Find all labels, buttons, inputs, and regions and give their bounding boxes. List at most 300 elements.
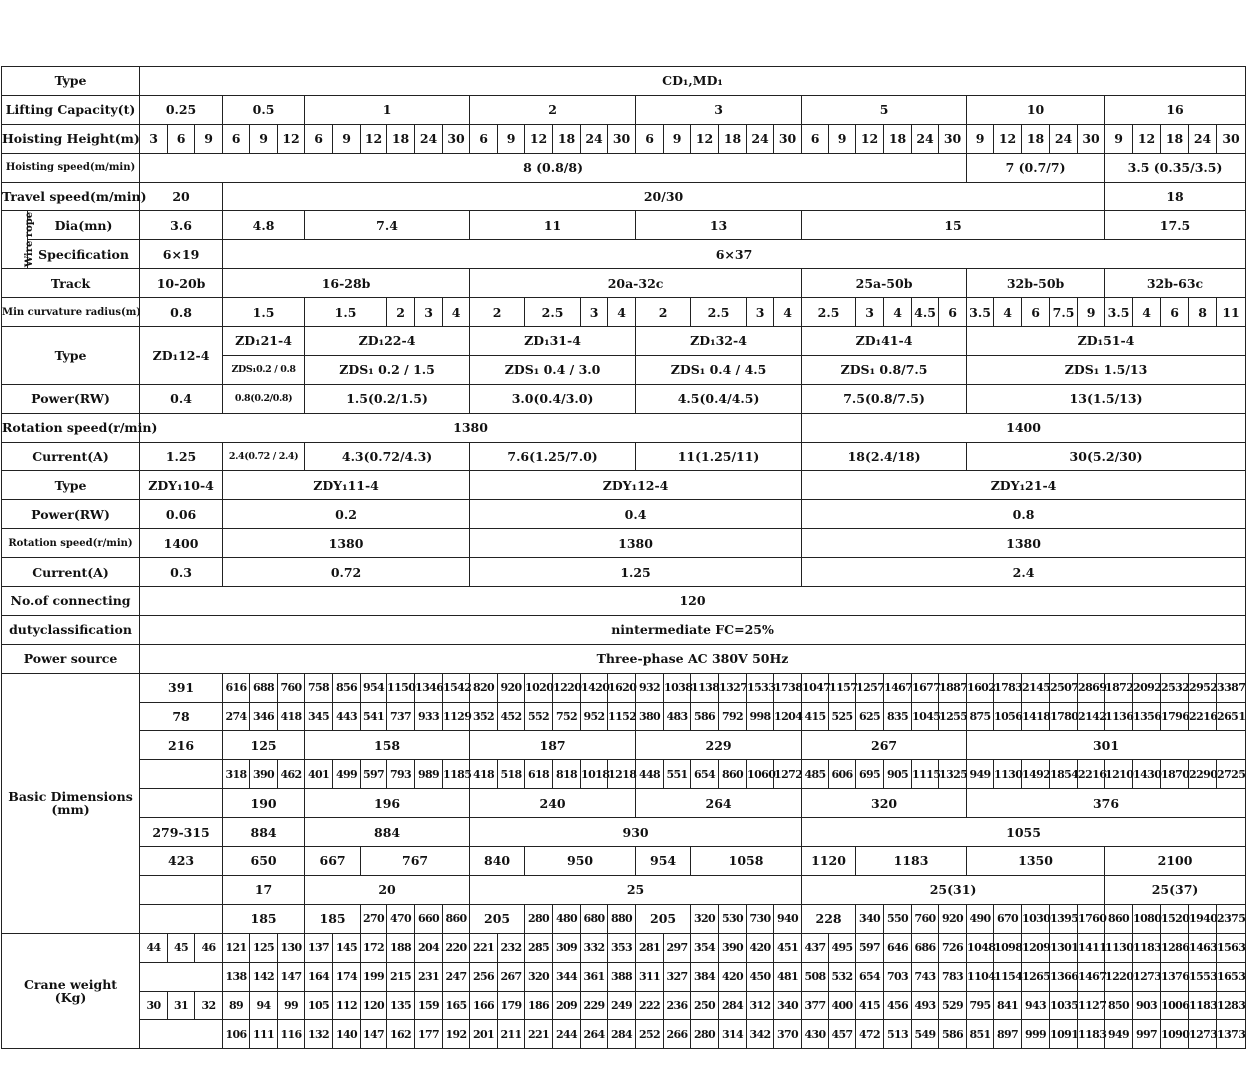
table-cell: 2290 bbox=[1189, 760, 1217, 789]
table-cell: 1400 bbox=[802, 413, 1246, 442]
table-cell: 30 bbox=[140, 991, 168, 1020]
table-cell: 301 bbox=[967, 731, 1246, 760]
table-cell: 767 bbox=[361, 847, 470, 876]
table-cell: No.of connecting bbox=[2, 587, 140, 616]
table-cell: 312 bbox=[747, 991, 774, 1020]
table-cell: 1283 bbox=[1217, 991, 1246, 1020]
table-cell: 0.06 bbox=[140, 500, 223, 529]
table-cell: Three-phase AC 380V 50Hz bbox=[140, 644, 1246, 673]
table-cell: 654 bbox=[691, 760, 719, 789]
table-cell: 130 bbox=[278, 933, 305, 962]
table-cell: 688 bbox=[250, 673, 278, 702]
table-cell: ZDY₁10-4 bbox=[140, 471, 223, 500]
table-cell: 24 bbox=[747, 124, 774, 153]
table-cell: 25 bbox=[470, 875, 802, 904]
table-cell: 30 bbox=[939, 124, 967, 153]
table-cell: 120 bbox=[140, 587, 1246, 616]
table-cell: 4.5(0.4/4.5) bbox=[636, 384, 802, 413]
table-cell: 186 bbox=[525, 991, 553, 1020]
table-cell: 94 bbox=[250, 991, 278, 1020]
table-cell: 7.4 bbox=[305, 211, 470, 240]
table-cell: 943 bbox=[1022, 991, 1050, 1020]
table-cell: 147 bbox=[361, 1020, 387, 1049]
table-cell: 111 bbox=[250, 1020, 278, 1049]
table-cell: 1273 bbox=[1189, 1020, 1217, 1049]
table-cell: 187 bbox=[470, 731, 636, 760]
table-cell: 1463 bbox=[1189, 933, 1217, 962]
table-row bbox=[2, 413, 1246, 442]
table-cell: 1157 bbox=[829, 673, 856, 702]
table-cell: 220 bbox=[443, 933, 470, 962]
table-cell: 1150 bbox=[387, 673, 415, 702]
table-cell: 1467 bbox=[1078, 962, 1105, 991]
table-cell: 0.4 bbox=[470, 500, 802, 529]
table-cell: 949 bbox=[1105, 1020, 1133, 1049]
table-cell: 3 bbox=[140, 124, 168, 153]
table-cell: 20a-32c bbox=[470, 269, 802, 298]
table-cell: 352 bbox=[470, 702, 498, 731]
table-cell: 12 bbox=[691, 124, 719, 153]
table-cell: 1209 bbox=[1022, 933, 1050, 962]
table-cell: 884 bbox=[223, 818, 305, 847]
table-cell: 229 bbox=[581, 991, 608, 1020]
table-cell: 2.5 bbox=[525, 298, 581, 327]
table-cell: 135 bbox=[387, 991, 415, 1020]
table-cell: 1420 bbox=[581, 673, 608, 702]
table-cell: 320 bbox=[691, 904, 719, 933]
table-cell: 9 bbox=[1078, 298, 1105, 327]
table-cell: 280 bbox=[525, 904, 553, 933]
table-cell: 20/30 bbox=[223, 182, 1105, 211]
table-cell: 140 bbox=[333, 1020, 361, 1049]
table-row bbox=[2, 818, 1246, 847]
table-cell: 2507 bbox=[1050, 673, 1078, 702]
table-cell: 145 bbox=[333, 933, 361, 962]
table-cell: Power source bbox=[2, 644, 140, 673]
table-cell: Current(A) bbox=[2, 558, 140, 587]
table-row bbox=[2, 673, 1246, 702]
table-cell: 875 bbox=[967, 702, 994, 731]
table-cell: 472 bbox=[856, 1020, 884, 1049]
table-cell: 997 bbox=[1133, 1020, 1161, 1049]
table-cell: 1356 bbox=[1133, 702, 1161, 731]
table-cell: 12 bbox=[856, 124, 884, 153]
table-cell: 8 (0.8/8) bbox=[140, 153, 967, 182]
table-cell: Lifting Capacity(t) bbox=[2, 95, 140, 124]
table-row bbox=[2, 1020, 1246, 1049]
table-cell: 3 bbox=[636, 95, 802, 124]
table-cell: 541 bbox=[361, 702, 387, 731]
table-row bbox=[2, 211, 1246, 240]
table-cell: 1255 bbox=[939, 702, 967, 731]
table-cell: 499 bbox=[333, 760, 361, 789]
table-cell: 185 bbox=[223, 904, 305, 933]
table-cell: 1380 bbox=[470, 529, 802, 558]
table-cell: ZDS₁ 0.4 / 3.0 bbox=[470, 355, 636, 384]
table-cell: 166 bbox=[470, 991, 498, 1020]
table-row bbox=[2, 644, 1246, 673]
table-cell: 3 bbox=[415, 298, 443, 327]
table-cell: 1 bbox=[305, 95, 470, 124]
table-cell: 311 bbox=[636, 962, 664, 991]
table-cell: 4 bbox=[443, 298, 470, 327]
table-row bbox=[2, 269, 1246, 298]
table-cell: 9 bbox=[1105, 124, 1133, 153]
table-cell: 2725 bbox=[1217, 760, 1246, 789]
table-cell: 1.5 bbox=[223, 298, 305, 327]
table-cell: 586 bbox=[939, 1020, 967, 1049]
table-cell: 1395 bbox=[1050, 904, 1078, 933]
table-cell: 9 bbox=[664, 124, 691, 153]
table-cell: ZDS₁0.2 / 0.8 bbox=[223, 355, 305, 384]
table-cell: 513 bbox=[884, 1020, 912, 1049]
table-cell: 726 bbox=[939, 933, 967, 962]
table-row bbox=[2, 529, 1246, 558]
table-cell: 680 bbox=[581, 904, 608, 933]
table-cell: 353 bbox=[608, 933, 636, 962]
table-cell: 1265 bbox=[1022, 962, 1050, 991]
table-cell: 743 bbox=[912, 962, 939, 991]
table-cell: 758 bbox=[305, 673, 333, 702]
table-cell: 18 bbox=[719, 124, 747, 153]
table-cell: 1854 bbox=[1050, 760, 1078, 789]
table-cell: 9 bbox=[829, 124, 856, 153]
table-cell: 2 bbox=[470, 298, 525, 327]
table-cell: 1098 bbox=[994, 933, 1022, 962]
spec-table bbox=[1, 66, 1246, 1049]
table-cell: 267 bbox=[802, 731, 967, 760]
table-cell: 525 bbox=[829, 702, 856, 731]
table-cell: 2952 bbox=[1189, 673, 1217, 702]
table-cell: 1411 bbox=[1078, 933, 1105, 962]
table-cell: 236 bbox=[664, 991, 691, 1020]
table-cell: 860 bbox=[443, 904, 470, 933]
table-cell: 949 bbox=[967, 760, 994, 789]
table-row bbox=[2, 789, 1246, 818]
table-cell: 3.5 bbox=[1105, 298, 1133, 327]
table-cell: 1045 bbox=[912, 702, 939, 731]
table-cell: 2092 bbox=[1133, 673, 1161, 702]
table-cell: Basic Dimensions (mm) bbox=[2, 673, 140, 933]
table-cell: 12 bbox=[278, 124, 305, 153]
table-cell: Type bbox=[2, 327, 140, 385]
table-cell: 400 bbox=[829, 991, 856, 1020]
table-cell: 0.5 bbox=[223, 95, 305, 124]
table-cell: 7.5(0.8/7.5) bbox=[802, 384, 967, 413]
table-cell: 415 bbox=[856, 991, 884, 1020]
table-cell: 346 bbox=[250, 702, 278, 731]
table-cell: Type bbox=[2, 471, 140, 500]
table-cell: 1080 bbox=[1133, 904, 1161, 933]
table-cell: ZD₁12-4 bbox=[140, 327, 223, 385]
table-cell: 99 bbox=[278, 991, 305, 1020]
table-cell: 15 bbox=[802, 211, 1105, 240]
table-cell: 7 (0.7/7) bbox=[967, 153, 1105, 182]
table-cell: 3 bbox=[856, 298, 884, 327]
table-cell: 667 bbox=[305, 847, 361, 876]
table-cell: 420 bbox=[747, 933, 774, 962]
table-cell: 9 bbox=[195, 124, 223, 153]
table-cell: 2532 bbox=[1161, 673, 1189, 702]
table-cell: ZDS₁ 0.2 / 1.5 bbox=[305, 355, 470, 384]
table-cell: 940 bbox=[774, 904, 802, 933]
table-cell: 179 bbox=[498, 991, 525, 1020]
table-cell: 250 bbox=[691, 991, 719, 1020]
table-cell: 1183 bbox=[1133, 933, 1161, 962]
table-cell: 2651 bbox=[1217, 702, 1246, 731]
table-cell: 550 bbox=[884, 904, 912, 933]
table-row bbox=[2, 95, 1246, 124]
table-cell: 686 bbox=[912, 933, 939, 962]
table-cell: 880 bbox=[608, 904, 636, 933]
table-cell: 31 bbox=[168, 991, 195, 1020]
table-cell: 1301 bbox=[1050, 933, 1078, 962]
table-cell: 4.5 bbox=[912, 298, 939, 327]
table-cell: 12 bbox=[361, 124, 387, 153]
table-cell: 841 bbox=[994, 991, 1022, 1020]
table-cell: 18 bbox=[1022, 124, 1050, 153]
table-cell: 3.5 bbox=[967, 298, 994, 327]
table-cell: Dia(mn) bbox=[28, 211, 140, 240]
table-cell: 670 bbox=[994, 904, 1022, 933]
table-cell: 256 bbox=[470, 962, 498, 991]
table-cell: 354 bbox=[691, 933, 719, 962]
table-cell: 597 bbox=[361, 760, 387, 789]
table-cell: 13(1.5/13) bbox=[967, 384, 1246, 413]
table-cell: 199 bbox=[361, 962, 387, 991]
table-cell: 164 bbox=[305, 962, 333, 991]
table-cell bbox=[2, 211, 36, 269]
table-cell: 17.5 bbox=[1105, 211, 1246, 240]
table-cell: 616 bbox=[223, 673, 250, 702]
table-cell: 586 bbox=[691, 702, 719, 731]
table-cell: 1553 bbox=[1189, 962, 1217, 991]
table-cell: 954 bbox=[636, 847, 691, 876]
table-cell: 1273 bbox=[1133, 962, 1161, 991]
table-cell: 1430 bbox=[1133, 760, 1161, 789]
table-cell: 1210 bbox=[1105, 760, 1133, 789]
table-cell: 606 bbox=[829, 760, 856, 789]
table-cell: 1366 bbox=[1050, 962, 1078, 991]
table-cell: 284 bbox=[719, 991, 747, 1020]
table-cell: 46 bbox=[195, 933, 223, 962]
table-cell: Current(A) bbox=[2, 442, 140, 471]
table-cell: 998 bbox=[747, 702, 774, 731]
table-cell: 1418 bbox=[1022, 702, 1050, 731]
table-cell: 10-20b bbox=[140, 269, 223, 298]
table-cell: 390 bbox=[719, 933, 747, 962]
table-cell: 481 bbox=[774, 962, 802, 991]
table-cell: 9 bbox=[333, 124, 361, 153]
table-cell: 4 bbox=[774, 298, 802, 327]
table-row bbox=[2, 587, 1246, 616]
table-cell: 390 bbox=[250, 760, 278, 789]
table-cell: 1783 bbox=[994, 673, 1022, 702]
table-cell: 11(1.25/11) bbox=[636, 442, 802, 471]
table-cell: 1780 bbox=[1050, 702, 1078, 731]
table-cell: 267 bbox=[498, 962, 525, 991]
table-row bbox=[2, 153, 1246, 182]
table-cell: 16-28b bbox=[223, 269, 470, 298]
table-cell: 192 bbox=[443, 1020, 470, 1049]
table-row bbox=[2, 933, 1246, 962]
table-cell: 1152 bbox=[608, 702, 636, 731]
table-cell: 1130 bbox=[1105, 933, 1133, 962]
table-cell: 78 bbox=[140, 702, 223, 731]
table-cell: 1091 bbox=[1050, 1020, 1078, 1049]
table-cell: 9 bbox=[250, 124, 278, 153]
table-cell: 1520 bbox=[1161, 904, 1189, 933]
table-cell: 1677 bbox=[912, 673, 939, 702]
table-cell: 1796 bbox=[1161, 702, 1189, 731]
table-cell: dutyclassification bbox=[2, 615, 140, 644]
table-cell: 1055 bbox=[802, 818, 1246, 847]
table-cell: 493 bbox=[912, 991, 939, 1020]
table-cell: 89 bbox=[223, 991, 250, 1020]
table-cell: Rotation speed(r/min) bbox=[2, 529, 140, 558]
table-cell: 920 bbox=[939, 904, 967, 933]
table-cell: 1056 bbox=[994, 702, 1022, 731]
table-row bbox=[2, 615, 1246, 644]
table-cell: 125 bbox=[250, 933, 278, 962]
table-cell: 285 bbox=[525, 933, 553, 962]
table-cell: 950 bbox=[525, 847, 636, 876]
table-cell: 240 bbox=[470, 789, 636, 818]
table-cell: 903 bbox=[1133, 991, 1161, 1020]
table-cell: 423 bbox=[140, 847, 223, 876]
table-cell: 1127 bbox=[1078, 991, 1105, 1020]
table-cell: 1129 bbox=[443, 702, 470, 731]
table-cell: 2 bbox=[387, 298, 415, 327]
table-cell: 388 bbox=[608, 962, 636, 991]
table-cell: 443 bbox=[333, 702, 361, 731]
table-cell: 1120 bbox=[802, 847, 856, 876]
table-row bbox=[2, 702, 1246, 731]
table-cell: 221 bbox=[525, 1020, 553, 1049]
table-cell: 1257 bbox=[856, 673, 884, 702]
table-cell: 1563 bbox=[1217, 933, 1246, 962]
table-cell: 2216 bbox=[1078, 760, 1105, 789]
table-cell: 44 bbox=[140, 933, 168, 962]
table-cell: 1620 bbox=[608, 673, 636, 702]
table-cell: 6 bbox=[802, 124, 829, 153]
table-cell: 1492 bbox=[1022, 760, 1050, 789]
table-cell: 420 bbox=[719, 962, 747, 991]
table-cell: 112 bbox=[333, 991, 361, 1020]
table-cell: 483 bbox=[664, 702, 691, 731]
table-cell: ZD₁31-4 bbox=[470, 327, 636, 356]
table-cell: Specification bbox=[28, 240, 140, 269]
table-cell: Hoisting Height(m) bbox=[2, 124, 140, 153]
table-cell: 138 bbox=[223, 962, 250, 991]
table-row bbox=[2, 558, 1246, 587]
table-cell: 0.8(0.2/0.8) bbox=[223, 384, 305, 413]
table-cell: 13 bbox=[636, 211, 802, 240]
table-cell: 222 bbox=[636, 991, 664, 1020]
table-cell: 6 bbox=[939, 298, 967, 327]
table-cell: 856 bbox=[333, 673, 361, 702]
table-cell: 932 bbox=[636, 673, 664, 702]
table-cell: 159 bbox=[415, 991, 443, 1020]
table-cell: 221 bbox=[470, 933, 498, 962]
table-cell: 216 bbox=[140, 731, 223, 760]
table-cell: 12 bbox=[525, 124, 553, 153]
table-cell: 314 bbox=[719, 1020, 747, 1049]
table-cell: 529 bbox=[939, 991, 967, 1020]
table-cell: 340 bbox=[856, 904, 884, 933]
table-cell: 840 bbox=[470, 847, 525, 876]
table-cell: 1104 bbox=[967, 962, 994, 991]
table-cell: 18 bbox=[1161, 124, 1189, 153]
table-cell bbox=[140, 962, 223, 991]
table-cell: ZD₁32-4 bbox=[636, 327, 802, 356]
table-row bbox=[2, 384, 1246, 413]
table-row bbox=[2, 182, 1246, 211]
table-cell: 3387 bbox=[1217, 673, 1246, 702]
table-cell: 20 bbox=[140, 182, 223, 211]
table-cell: 280 bbox=[691, 1020, 719, 1049]
table-cell: 2.4 bbox=[802, 558, 1246, 587]
table-cell: 660 bbox=[415, 904, 443, 933]
table-cell: 270 bbox=[361, 904, 387, 933]
table-cell: 1204 bbox=[774, 702, 802, 731]
table-cell: 1220 bbox=[1105, 962, 1133, 991]
table-cell: 2142 bbox=[1078, 702, 1105, 731]
table-cell: 485 bbox=[802, 760, 829, 789]
table-cell: 201 bbox=[470, 1020, 498, 1049]
table-row bbox=[2, 327, 1246, 356]
table-cell: 18 bbox=[1105, 182, 1246, 211]
table-cell: 730 bbox=[747, 904, 774, 933]
table-cell: 9 bbox=[967, 124, 994, 153]
table-cell: 2869 bbox=[1078, 673, 1105, 702]
table-cell: 3 bbox=[581, 298, 608, 327]
table-cell: 30 bbox=[774, 124, 802, 153]
table-cell: 158 bbox=[305, 731, 470, 760]
table-cell: 597 bbox=[856, 933, 884, 962]
table-cell: 2145 bbox=[1022, 673, 1050, 702]
table-cell: 518 bbox=[498, 760, 525, 789]
table-cell: 188 bbox=[387, 933, 415, 962]
table-cell: 1350 bbox=[967, 847, 1105, 876]
table-cell: ZDS₁ 0.8/7.5 bbox=[802, 355, 967, 384]
table-cell: 8 bbox=[1189, 298, 1217, 327]
table-cell: 737 bbox=[387, 702, 415, 731]
table-cell: 327 bbox=[664, 962, 691, 991]
table-cell: 1887 bbox=[939, 673, 967, 702]
table-row bbox=[2, 240, 1246, 269]
table-cell: 120 bbox=[361, 991, 387, 1020]
table-cell: 281 bbox=[636, 933, 664, 962]
table-cell: 244 bbox=[553, 1020, 581, 1049]
table-cell: 252 bbox=[636, 1020, 664, 1049]
table-cell: 18 bbox=[884, 124, 912, 153]
table-cell: 1020 bbox=[525, 673, 553, 702]
table-cell: 4 bbox=[1133, 298, 1161, 327]
table-cell bbox=[140, 1020, 223, 1049]
table-row bbox=[2, 760, 1246, 789]
table-cell: 1467 bbox=[884, 673, 912, 702]
table-cell: 456 bbox=[884, 991, 912, 1020]
table-cell: 1872 bbox=[1105, 673, 1133, 702]
table-cell: nintermediate FC=25% bbox=[140, 615, 1246, 644]
table-cell: 2.5 bbox=[691, 298, 747, 327]
table-cell: 297 bbox=[664, 933, 691, 962]
table-cell: 309 bbox=[553, 933, 581, 962]
table-cell: 177 bbox=[415, 1020, 443, 1049]
table-cell: 264 bbox=[581, 1020, 608, 1049]
table-cell: 0.25 bbox=[140, 95, 223, 124]
